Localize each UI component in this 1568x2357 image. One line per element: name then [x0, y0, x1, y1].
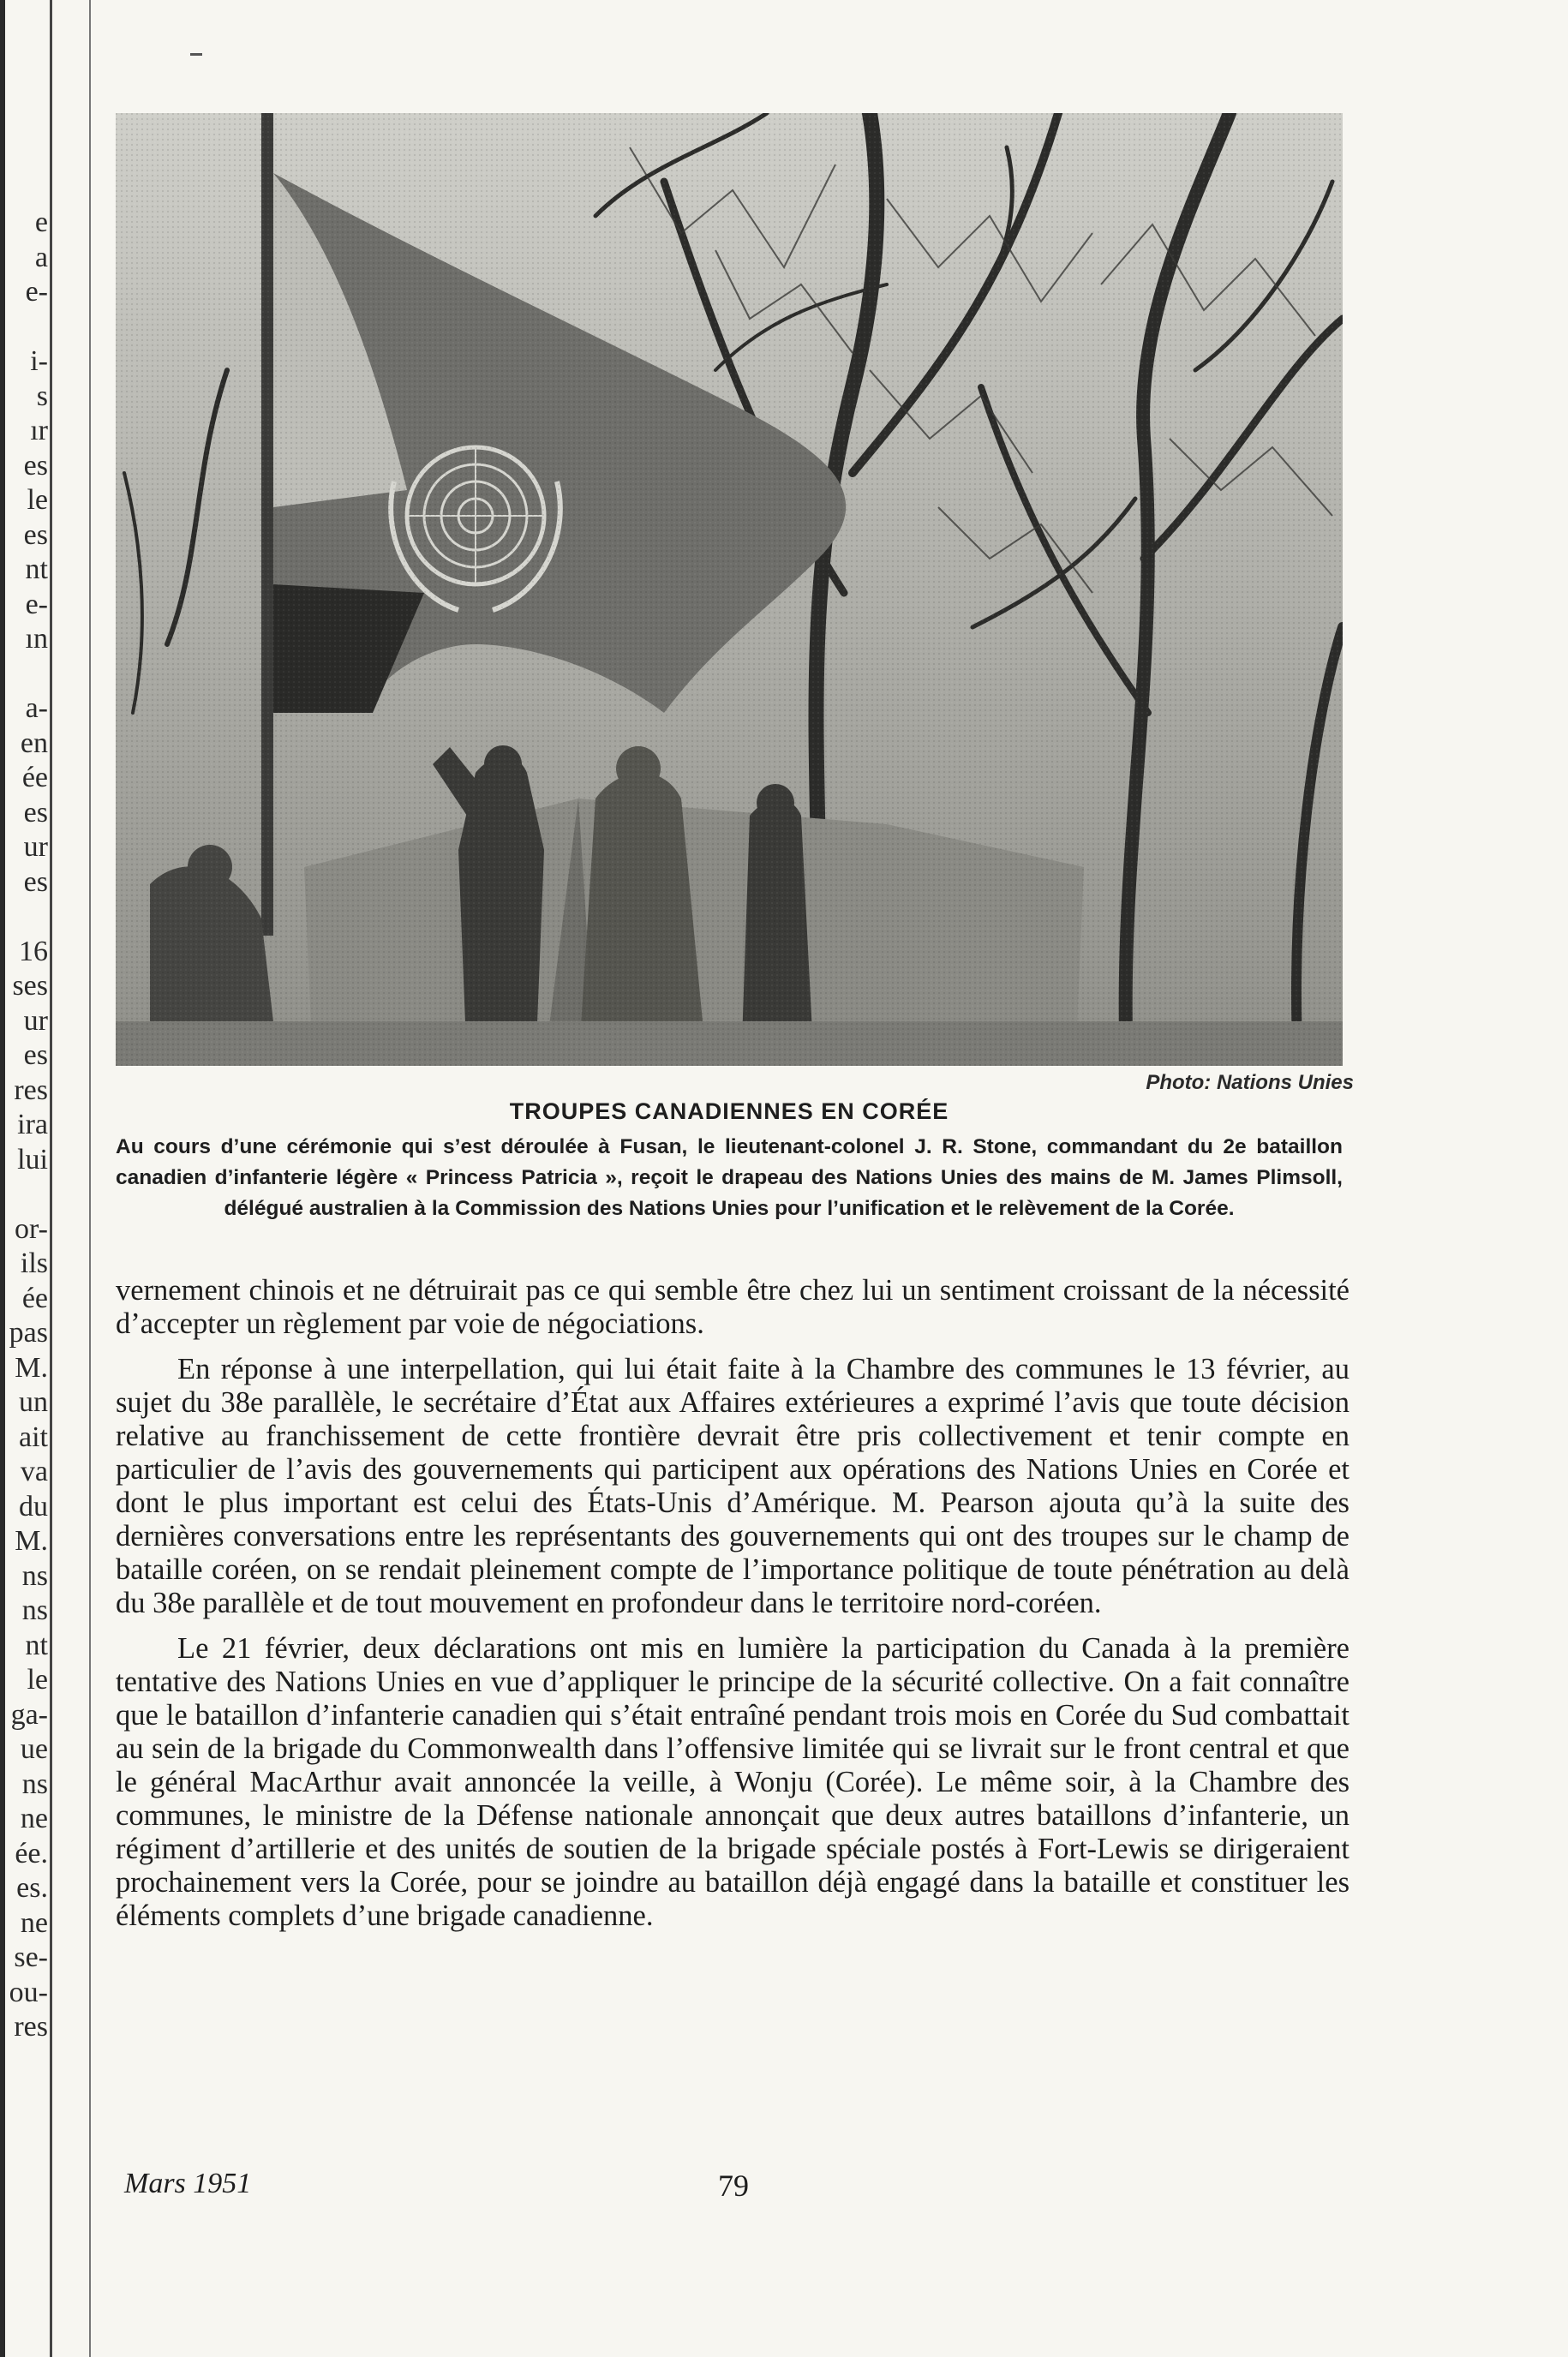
photo-credit — [1146, 1071, 1354, 1095]
photo-illustration — [116, 113, 1343, 1066]
caption-text: Au cours d’une cérémonie qui s’est déroulée à Fusan, le lieutenant-colonel J. R. Stone, commandant du 2e bataillon canadien d’infanterie légère « Princess Patricia », reçoit le drapeau des Nations Unies des mains de M. James Plimsoll, délégué australien à la Commission des Nations Unies pour l’unification et le relèvement de la Corée. — [116, 1135, 1343, 1220]
photo-credit-label: Photo: — [1146, 1071, 1212, 1094]
binding-edge — [0, 0, 5, 2357]
paragraph-2: En réponse à une interpellation, qui lui était faite à la Chambre des communes le 13 février, au sujet du 38e parallèle, le secrétaire d’État aux Affaires extérieures a exprimé l’avis que toute décision relative au franchissement de cette frontière devrait être pris collectivement et tenir compte en particulier de l’avis des gouvernements qui participent aux opérations des Nations Unies en Corée et dont le plus important est celui des États-Unis d’Amérique. M. Pearson ajouta qu’à la suite des dernières conversations entre les représentants des gouvernements qui ont des troupes sur le champ de bataille coréen, on se rendait pleinement compte de l’importance politique de toute pénétration au delà du 38e parallèle et de tout mouvement en profondeur dans le territoire nord-coréen. — [116, 1353, 1350, 1619]
photo-credit-source: Nations Unies — [1216, 1071, 1354, 1094]
binding-line-inner — [89, 0, 91, 2357]
paragraph-1: vernement chinois et ne détruirait pas ce qui semble être chez lui un sentiment croissant de la nécessité d’accepter un règlement par voie de négociations. — [116, 1274, 1350, 1340]
page-number: 79 — [718, 2169, 749, 2203]
binding-line — [50, 0, 52, 2357]
article-body — [116, 1274, 1350, 1945]
scan-mark — [190, 53, 202, 56]
footer-date: Mars 1951 — [124, 2168, 252, 2199]
ceremony-photo — [116, 113, 1343, 1066]
adjacent-page-fragments: e a e- i- s ır es le es nt e- ın a- en ée es ur es 16 ses ur es res ira lui or- ils ée pas M. un ait va du M. ns ns nt le ga- ue ns ne ée. es. ne se- ou- res — [9, 206, 48, 2043]
paragraph-3: Le 21 février, deux déclarations ont mis en lumière la participation du Canada à la première tentative des Nations Unies en vue d’appliquer le principe de la sécurité collective. On a fait connaître que le bataillon d’infanterie canadien qui s’était entraîné pendant trois mois en Corée du Sud combattait au sein de la brigade du Commonwealth dans l’offensive limitée qui se livrait sur le front central et que le général MacArthur avait annoncée la veille, à Wonju (Corée). Le même soir, à la Chambre des communes, le ministre de la Défense nationale annonçait que deux autres bataillons d’infanterie, un régiment d’artillerie et des unités de soutien de la brigade spéciale postés à Fort-Lewis se dirigeraient prochainement vers la Corée, pour se joindre au bataillon déjà engagé dans la bataille et constituer les éléments complets d’une brigade canadienne. — [116, 1632, 1350, 1932]
caption-title: TROUPES CANADIENNES EN CORÉE — [509, 1098, 949, 1124]
photo-caption — [116, 1098, 1343, 1224]
